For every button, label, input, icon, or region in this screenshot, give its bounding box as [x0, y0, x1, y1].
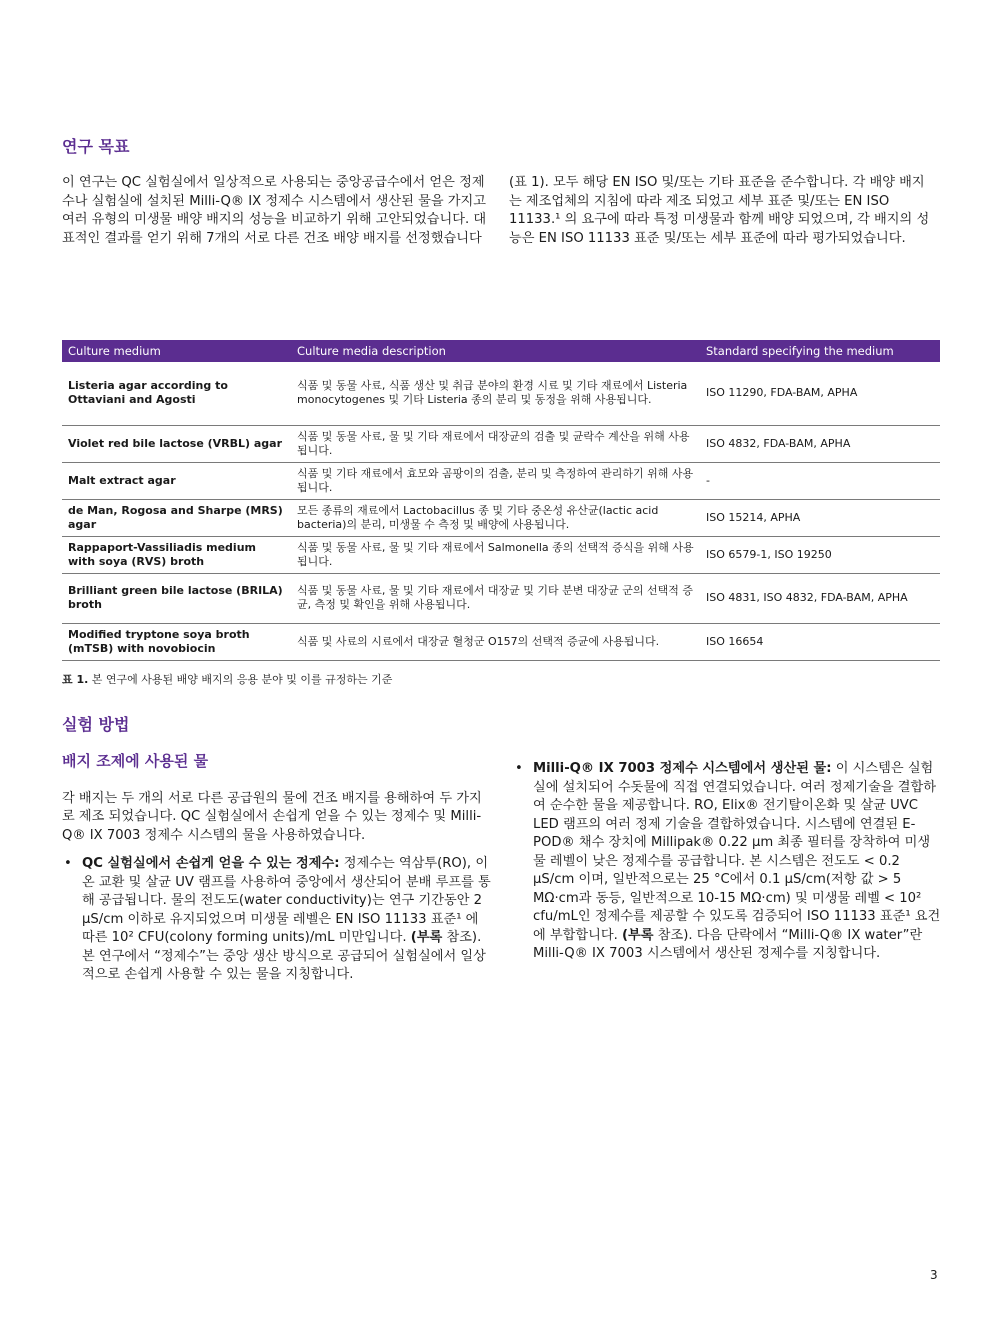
medium-name: Modified tryptone soya broth (mTSB) with novobiocin [62, 623, 291, 660]
table-header-row [62, 340, 940, 362]
methods-bullets-right [513, 760, 942, 964]
header-description: Culture media description [291, 340, 700, 362]
methods-subheading: 배지 조제에 사용된 물 [62, 752, 209, 770]
medium-standard: - [700, 462, 940, 499]
medium-description: 식품 및 동물 사료, 물 및 기타 재료에서 대장균의 검출 및 균락수 계산을 위해 사용됩니다. [291, 425, 700, 462]
bullet2-text: 이 시스템은 실험실에 설치되어 수돗물에 직접 연결되었습니다. 여러 정제기술을 결합하여 순수한 물을 제공합니다. RO, Elix® 전기탈이온화 및 살균 UVC LED 램프의 여러 정제 기술을 결합하였습니다. 시스템에 연결된 E-POD® 채수 장치에 Millipak® 0.22 µm 최종 필터를 장착하여 미생물 레벨이 낮은 정제수를 공급합니다. 본 시스템은 전도도 < 0.2 µS/cm 이며, 일반적으로는 25 °C에서 0.1 µS/cm(저항 값 > 5 MΩ·cm과 동등, 일반적으로 10-15 MΩ·cm) 및 미생물 레벨 < 10² cfu/mL인 정제수를 제공할 수 있도록 검증되어 ISO 11133 표준¹ 요건에 부합합니다. [533, 761, 941, 943]
table-row [62, 623, 940, 660]
page-number: 3 [930, 1268, 938, 1282]
medium-name: Malt extract agar [62, 462, 291, 499]
bullet2-title: Milli-Q® IX 7003 정제수 시스템에서 생산된 물: [533, 761, 832, 776]
medium-name: Brilliant green bile lactose (BRILA) broth [62, 573, 291, 623]
medium-description: 식품 및 동물 사료, 물 및 기타 재료에서 대장균 및 기타 분변 대장균 군의 선택적 증균, 측정 및 확인을 위해 사용됩니다. [291, 573, 700, 623]
objective-text [62, 174, 934, 286]
table-caption-label: 표 1. [62, 673, 89, 686]
methods-heading: 실험 방법 [62, 715, 130, 734]
methods-right-column [513, 752, 942, 985]
medium-name: Listeria agar according to Ottaviani and Agosti [62, 362, 291, 425]
bullet1-ref-text: 참조). 본 연구에서 “정제수”는 중앙 생산 방식으로 공급되어 실험실에서 일상적으로 손쉽게 사용할 수 있는 물을 지칭합니다. [82, 930, 486, 982]
methods-body [62, 752, 942, 985]
medium-standard: ISO 11290, FDA-BAM, APHA [700, 362, 940, 425]
table-row [62, 425, 940, 462]
methods-bullets-left [62, 855, 491, 985]
culture-media-table [62, 340, 940, 661]
medium-name: Violet red bile lactose (VRBL) agar [62, 425, 291, 462]
medium-name: de Man, Rogosa and Sharpe (MRS) agar [62, 499, 291, 536]
medium-standard: ISO 16654 [700, 623, 940, 660]
bullet1-text: 정제수는 역삼투(RO), 이온 교환 및 살균 UV 램프를 사용하여 중앙에서 생산되어 분배 루프를 통해 공급됩니다. 물의 전도도(water conductivity)는 연구 기간동안 2 µS/cm 이하로 유지되었으며 미생물 레벨은 EN ISO 11133 표준¹ 에 따른 10² CFU(colony forming units)/mL 미만입니다. [82, 856, 491, 945]
bullet1-title: QC 실험실에서 손쉽게 얻을 수 있는 정제수: [82, 856, 340, 871]
table-row [62, 362, 940, 425]
medium-standard: ISO 4831, ISO 4832, FDA-BAM, APHA [700, 573, 940, 623]
table-row [62, 462, 940, 499]
list-item [513, 760, 942, 964]
medium-standard: ISO 4832, FDA-BAM, APHA [700, 425, 940, 462]
table-row [62, 573, 940, 623]
medium-name: Rappaport-Vassiliadis medium with soya (RVS) broth [62, 536, 291, 573]
medium-description: 식품 및 동물 사료, 물 및 기타 재료에서 Salmonella 종의 선택적 증식을 위해 사용됩니다. [291, 536, 700, 573]
list-item [62, 855, 491, 985]
objective-text-content: 이 연구는 QC 실험실에서 일상적으로 사용되는 중앙공급수에서 얻은 정제수나 실험실에 설치된 Milli-Q® IX 정제수 시스템에서 생산된 물을 가지고 여러 유형의 미생물 배양 배지의 성능을 비교하기 위해 고안되었습니다. 대표적인 결과를 얻기 위해 7개의 서로 다른 건조 배양 배지를 선정했습니다(표 1). 모두 해당 EN ISO 및/또는 기타 표준을 준수합니다. 각 배양 배지는 제조업체의 지침에 따라 제조 되었고 세부 표준 및/또는 EN ISO 11133.¹ 의 요구에 따라 특정 미생물과 함께 배양 되었으며, 각 배지의 성능은 EN ISO 11133 표준 및/또는 세부 표준에 따라 평가되었습니다. [62, 175, 930, 246]
methods-left-column [62, 752, 491, 985]
table-row [62, 536, 940, 573]
bullet1-ref: (부록 [410, 930, 443, 945]
bullet-dot: • [515, 761, 523, 776]
table-row [62, 499, 940, 536]
header-culture-medium: Culture medium [62, 340, 291, 362]
header-standard: Standard specifying the medium [700, 340, 940, 362]
table-caption [62, 671, 392, 687]
medium-description: 모든 종류의 재료에서 Lactobacillus 종 및 기타 중온성 유산균(lactic acid bacteria)의 분리, 미생물 수 측정 및 배양에 사용됩니다. [291, 499, 700, 536]
methods-intro: 각 배지는 두 개의 서로 다른 공급원의 물에 건조 배지를 용해하여 두 가지로 제조 되었습니다. QC 실험실에서 손쉽게 얻을 수 있는 정제수 및 Milli-Q® IX 7003 정제수 시스템의 물을 사용하였습니다. [62, 790, 482, 843]
medium-standard: ISO 6579-1, ISO 19250 [700, 536, 940, 573]
medium-description: 식품 및 동물 사료, 식품 생산 및 취급 분야의 환경 시료 및 기타 재료에서 Listeria monocytogenes 및 기타 Listeria 종의 분리 및 동정을 위해 사용됩니다. [291, 362, 700, 425]
bullet2-ref-text: 참조). 다음 단락에서 “Milli-Q® IX water”란 Milli-Q® IX 7003 시스템에서 생산된 정제수를 지칭합니다. [533, 927, 923, 961]
bullet2-ref: (부록 [622, 927, 654, 943]
bullet-dot: • [64, 856, 72, 871]
objective-heading: 연구 목표 [62, 137, 130, 156]
table-caption-text: 본 연구에 사용된 배양 배지의 응용 분야 및 이를 규정하는 기준 [88, 673, 393, 686]
medium-standard: ISO 15214, APHA [700, 499, 940, 536]
medium-description: 식품 및 사료의 시료에서 대장균 혈청군 O157의 선택적 증균에 사용됩니다. [291, 623, 700, 660]
medium-description: 식품 및 기타 재료에서 효모와 곰팡이의 검출, 분리 및 측정하여 관리하기 위해 사용됩니다. [291, 462, 700, 499]
